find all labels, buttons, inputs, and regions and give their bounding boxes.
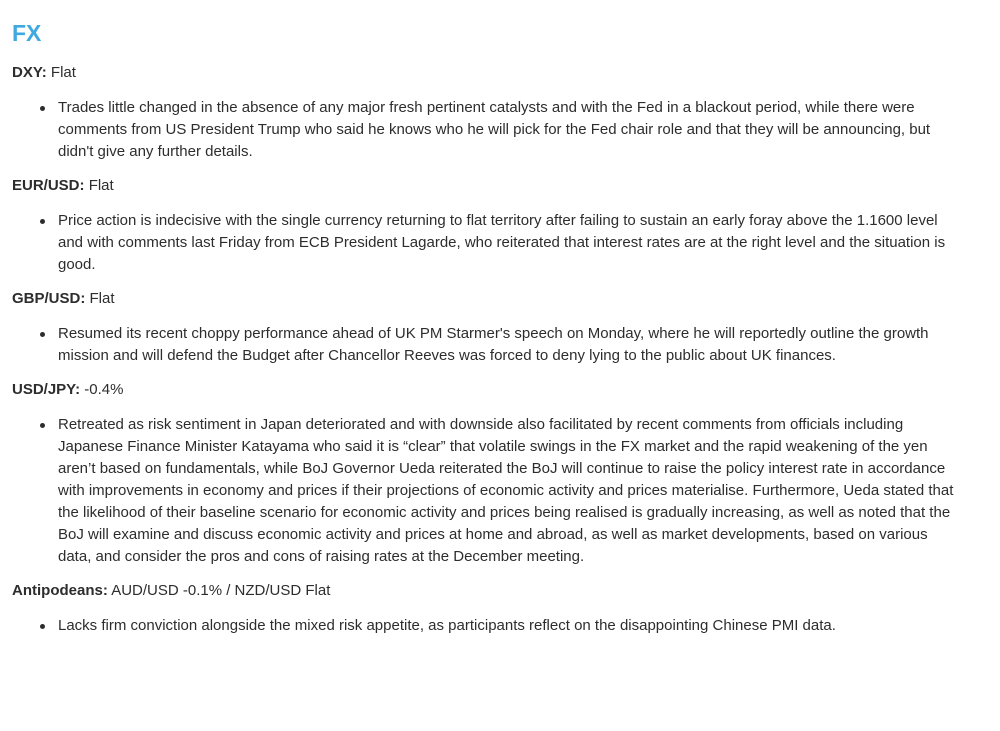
bullet-list bbox=[12, 323, 960, 367]
section-title: FX bbox=[12, 20, 42, 46]
bullet-item: Lacks firm conviction alongside the mixed risk appetite, as participants reflect on the disappointing Chinese PMI data. bbox=[58, 615, 960, 637]
pair-header bbox=[12, 289, 960, 309]
pair-change: Flat bbox=[89, 290, 115, 307]
pair-change: -0.4% bbox=[84, 381, 124, 398]
pair-name: USD/JPY: bbox=[12, 381, 81, 398]
bullet-item: Resumed its recent choppy performance ahead of UK PM Starmer's speech on Monday, where he will reportedly outline the growth mission and will defend the Budget after Chancellor Reeves was forced to deny lying to the public about UK finances. bbox=[58, 323, 960, 367]
pair-section-eurusd bbox=[12, 176, 960, 276]
pair-header bbox=[12, 63, 960, 83]
bullet-list bbox=[12, 414, 960, 568]
pair-section-antipodeans bbox=[12, 581, 960, 637]
pair-section-usdjpy bbox=[12, 380, 960, 568]
pair-name: DXY: bbox=[12, 64, 47, 81]
pair-change: Flat bbox=[50, 64, 76, 81]
bullet-list bbox=[12, 97, 960, 163]
bullet-item: Price action is indecisive with the single currency returning to flat territory after failing to sustain an early foray above the 1.1600 level and with comments last Friday from ECB President Lagarde, who reiterated that interest rates are at the right level and the situation is good. bbox=[58, 210, 960, 276]
bullet-item: Trades little changed in the absence of any major fresh pertinent catalysts and with the Fed in a blackout period, while there were comments from US President Trump who said he knows who he will pick for the Fed chair role and that they will be announcing, but didn't give any further details. bbox=[58, 97, 960, 163]
pair-name: GBP/USD: bbox=[12, 290, 86, 307]
bullet-list bbox=[12, 210, 960, 276]
pair-change: Flat bbox=[88, 177, 114, 194]
pair-header bbox=[12, 581, 960, 601]
pair-name: EUR/USD: bbox=[12, 177, 85, 194]
pair-name: Antipodeans: bbox=[12, 582, 108, 599]
pair-header bbox=[12, 380, 960, 400]
pair-change: AUD/USD -0.1% / NZD/USD Flat bbox=[111, 582, 331, 599]
bullet-list bbox=[12, 615, 960, 637]
pair-header bbox=[12, 176, 960, 196]
pair-section-gbpusd bbox=[12, 289, 960, 367]
pair-section-dxy bbox=[12, 63, 960, 163]
bullet-item: Retreated as risk sentiment in Japan deteriorated and with downside also facilitated by recent comments from officials including Japanese Finance Minister Katayama who said it is “clear” that volatile swings in the FX market and the rapid weakening of the yen aren’t based on fundamentals, while BoJ Governor Ueda reiterated the BoJ will continue to raise the policy interest rate in accordance with improvements in economy and prices if their projections of economic activity and prices materialise. Furthermore, Ueda stated that the likelihood of their baseline scenario for economic activity and prices being realised is gradually increasing, as well as noted that the BoJ will examine and discuss economic activity and prices at home and abroad, as well as market developments, based on various data, and consider the pros and cons of raising rates at the December meeting. bbox=[58, 414, 960, 568]
